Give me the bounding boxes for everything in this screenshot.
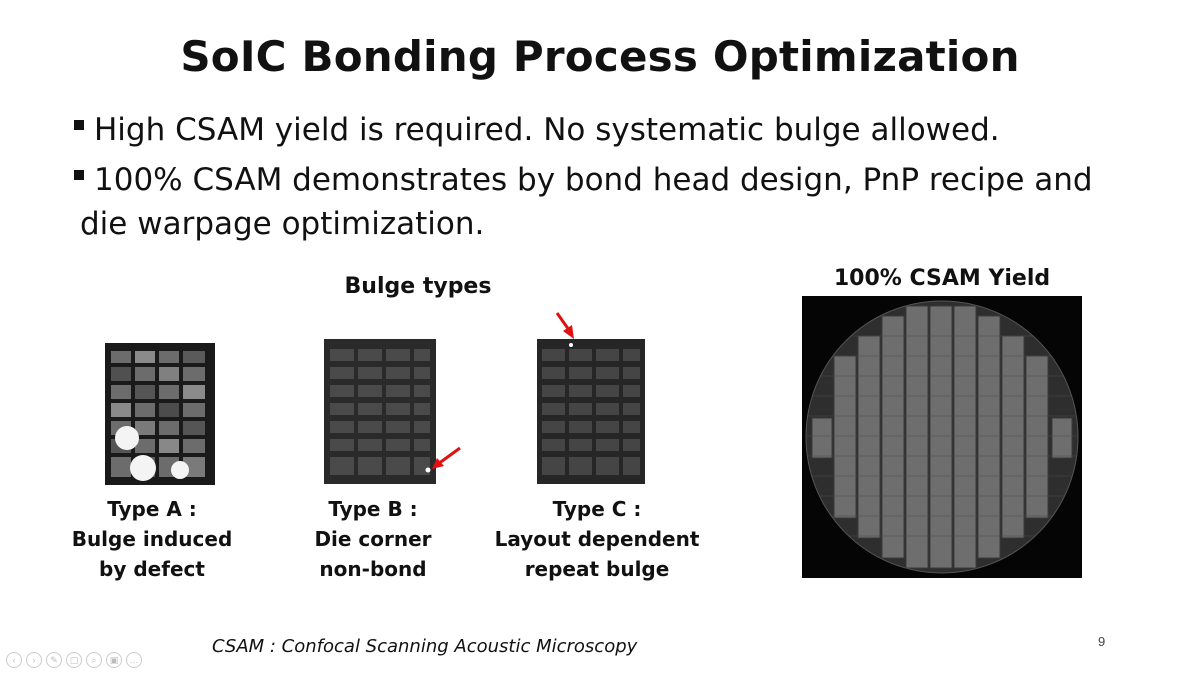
bulge-types-title: Bulge types [344, 274, 492, 299]
type-b-desc-line1: Die corner [314, 527, 432, 551]
type-b-label: Type B : [328, 497, 418, 521]
camera-icon[interactable]: ▣ [106, 652, 122, 668]
bullet-text: 100% CSAM demonstrates by bond head design, PnP recipe and [94, 162, 1093, 198]
type-b-desc-line2: non-bond [319, 557, 427, 581]
bullet-item [72, 158, 1162, 246]
slides-icon[interactable]: ▢ [66, 652, 82, 668]
square-bullet-icon [74, 170, 84, 180]
type-c-desc-line2: repeat bulge [524, 557, 670, 581]
wafer-csam-image [802, 296, 1082, 578]
type-a-desc-line2: by defect [99, 557, 205, 581]
pen-icon[interactable]: ✎ [46, 652, 62, 668]
back-icon[interactable]: ‹ [6, 652, 22, 668]
type-c-csam-image [537, 339, 645, 484]
square-bullet-icon [74, 120, 84, 130]
more-icon[interactable]: … [126, 652, 142, 668]
type-a-desc-line1: Bulge induced [71, 527, 233, 551]
type-a-caption [42, 494, 262, 584]
bullet-list [72, 108, 1162, 252]
csam-yield-title: 100% CSAM Yield [833, 266, 1051, 291]
type-c-desc-line1: Layout dependent [494, 527, 700, 551]
bullet-item [72, 108, 1162, 152]
type-b-csam-image [324, 339, 436, 484]
slideshow-controls [6, 652, 142, 668]
type-c-caption [477, 494, 717, 584]
footnote: CSAM : Confocal Scanning Acoustic Microscopy [212, 636, 638, 657]
bullet-text-continued: die warpage optimization. [80, 206, 485, 242]
type-a-label: Type A : [107, 497, 197, 521]
red-arrow-icon [552, 310, 580, 342]
forward-icon[interactable]: › [26, 652, 42, 668]
type-a-csam-image [105, 343, 215, 485]
type-c-label: Type C : [552, 497, 642, 521]
bullet-text: High CSAM yield is required. No systematic bulge allowed. [94, 112, 1000, 148]
type-b-caption [263, 494, 483, 584]
red-arrow-icon [428, 444, 464, 474]
page-number: 9 [1098, 634, 1106, 649]
zoom-icon[interactable]: ⌕ [86, 652, 102, 668]
slide-title: SoIC Bonding Process Optimization [180, 32, 1020, 81]
